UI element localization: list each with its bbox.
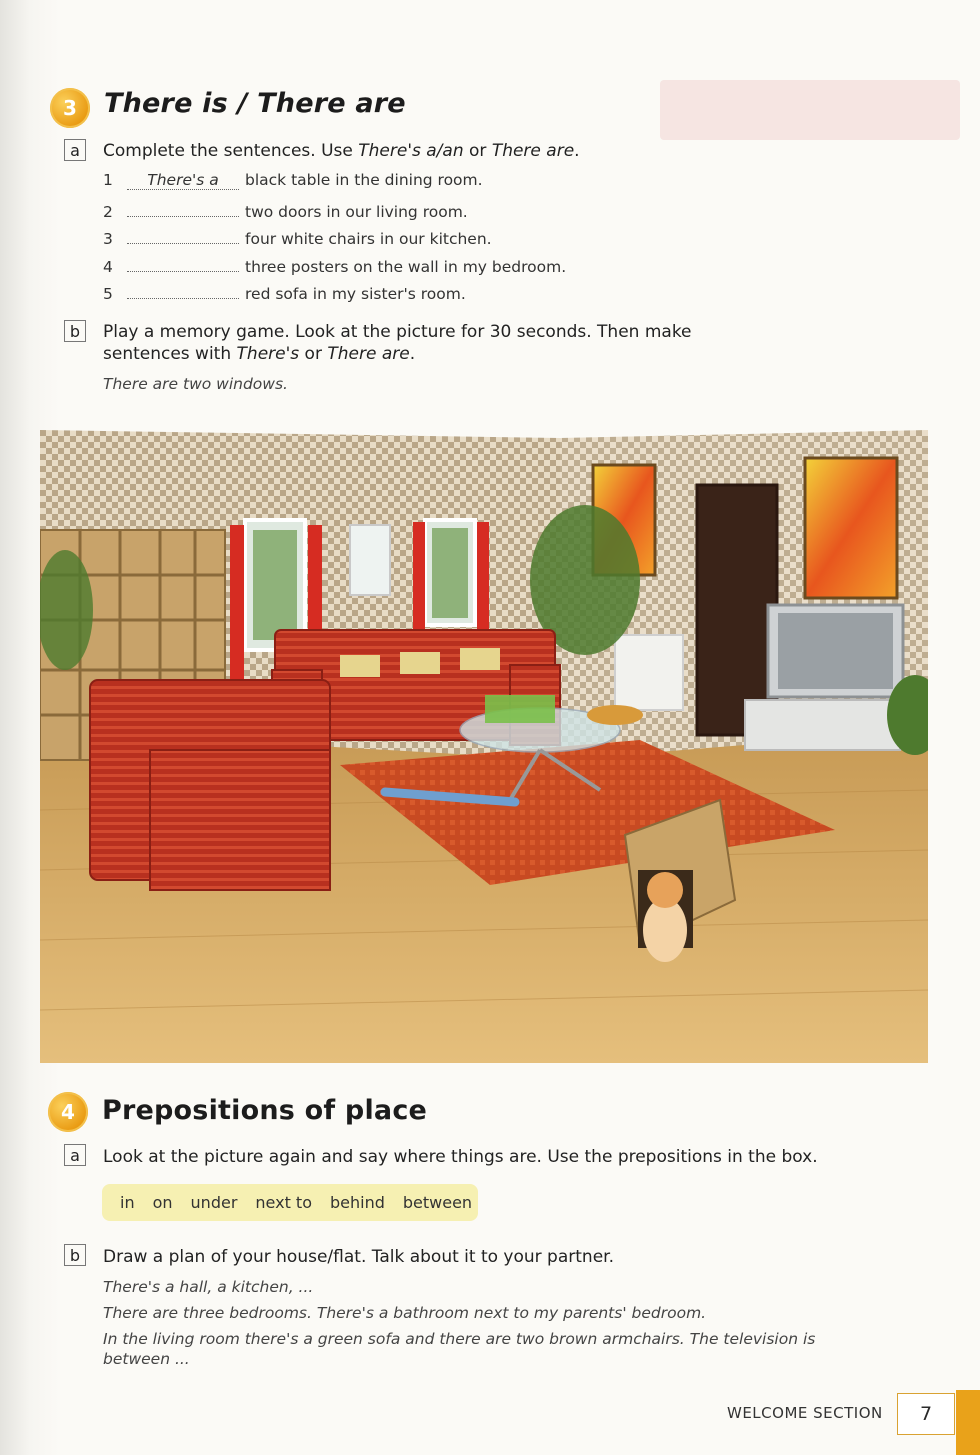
example-line: In the living room there's a green sofa and there are two brown armchairs. The television is [103,1330,816,1348]
example-line: There's a hall, a kitchen, ... [103,1278,314,1296]
item-number: 5 [103,285,113,303]
section-title: Prepositions of place [102,1095,428,1126]
item-number: 3 [103,230,113,248]
item-text: two doors in our living room. [245,203,468,221]
window-right [413,520,489,642]
page-number: 7 [897,1393,955,1435]
item-text: four white chairs in our kitchen. [245,230,492,248]
item-number: 2 [103,203,113,221]
exercise-instruction: Look at the picture again and say where things are. Use the prepositions in the box. [103,1147,818,1167]
answer-blank[interactable] [127,198,239,217]
living-room-illustration [40,430,928,1063]
exercise-instruction: Complete the sentences. Use There's a/an or There are. [103,141,580,161]
item-text: red sofa in my sister's room. [245,285,466,303]
example-sentences [103,1276,815,1370]
preposition: next to [255,1193,312,1212]
exercise-instruction: Draw a plan of your house/flat. Talk about it to your partner. [103,1247,614,1267]
answer-blank[interactable] [127,280,239,299]
sentence-item [103,171,483,193]
example-line: between ... [103,1350,190,1368]
armchair [90,680,330,890]
sentence-item [103,198,468,220]
example-line: There are three bedrooms. There's a bathroom next to my parents' bedroom. [103,1304,707,1322]
kitten [643,872,687,962]
exercise-instruction [103,321,692,365]
television [745,605,903,750]
sentence-item [103,253,566,275]
preposition: between [402,1193,473,1212]
radiator [615,635,683,710]
example-sentence: There are two windows. [103,375,288,393]
exercise-letter-b: b [64,1244,86,1266]
door [697,485,777,735]
painting-abstract-right [805,458,897,598]
item-text: three posters on the wall in my bedroom. [245,258,567,276]
fruit-bowl [587,705,643,725]
answer-blank[interactable]: There's a [127,171,239,190]
section-number-badge: 3 [50,88,90,128]
page-edge-tab [956,1390,980,1455]
item-text: black table in the dining room. [245,171,483,189]
sentence-item [103,280,466,302]
item-number: 4 [103,258,113,276]
prepositions-box [102,1184,478,1221]
section-title: There is / There are [104,88,406,119]
section-number-badge: 4 [48,1092,88,1132]
exercise-letter-a: a [64,1144,86,1166]
footer-section-label: WELCOME SECTION [727,1404,883,1422]
preposition: in [120,1193,135,1212]
instruction-line: Play a memory game. Look at the picture for 30 seconds. Then make [103,322,692,342]
bleed-through [660,80,960,140]
exercise-letter-b: b [64,320,86,342]
preposition: on [152,1193,173,1212]
exercise-letter-a: a [64,139,86,161]
poster-small [350,525,390,595]
answer-blank[interactable] [127,253,239,272]
sentence-item [103,225,492,247]
instruction-line: sentences with There's or There are. [103,344,416,364]
answer-blank[interactable] [127,225,239,244]
preposition: behind [329,1193,385,1212]
item-number: 1 [103,171,113,189]
preposition: under [190,1193,238,1212]
